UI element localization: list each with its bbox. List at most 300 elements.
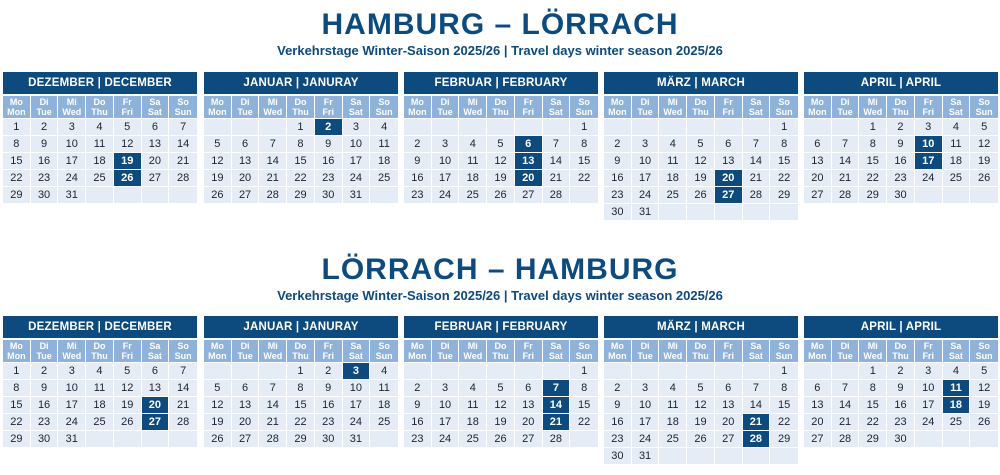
weekday-de: Di (39, 97, 49, 107)
weekday-header (58, 340, 86, 362)
weekday-header (859, 96, 887, 118)
empty-cell (943, 186, 971, 203)
day-cell: 19 (204, 169, 232, 186)
travel-day-cell: 17 (915, 152, 943, 169)
day-cell: 23 (604, 186, 632, 203)
weekday-header (770, 340, 798, 362)
day-cell: 16 (404, 413, 432, 430)
weekday-header (3, 96, 31, 118)
month-header: MÄRZ | MARCH (604, 316, 798, 338)
travel-day-cell: 19 (114, 152, 142, 169)
travel-day-cell: 3 (343, 362, 371, 379)
weekday-header (459, 340, 487, 362)
weekday-en: Tue (437, 351, 453, 361)
month-header: APRIL | APRIL (804, 316, 998, 338)
day-cell: 12 (970, 135, 998, 152)
day-cell: 24 (432, 186, 460, 203)
day-cell: 13 (232, 396, 260, 413)
day-cell: 14 (543, 152, 571, 169)
day-cell: 3 (343, 118, 371, 135)
weekday-header (114, 340, 142, 362)
day-cell: 10 (58, 379, 86, 396)
weekday-en: Mon (7, 107, 26, 117)
day-cell: 30 (315, 186, 343, 203)
weekday-de: So (978, 97, 990, 107)
weekday-header (832, 340, 860, 362)
empty-cell (543, 362, 571, 379)
weekday-header (887, 96, 915, 118)
day-cell: 30 (604, 203, 632, 220)
empty-cell (259, 118, 287, 135)
day-cell: 18 (943, 152, 971, 169)
weekday-en: Mon (208, 107, 227, 117)
empty-cell (142, 430, 170, 447)
empty-cell (543, 118, 571, 135)
day-cell: 2 (31, 118, 59, 135)
day-cell: 15 (287, 152, 315, 169)
weekday-header (915, 340, 943, 362)
empty-cell (743, 362, 771, 379)
day-cell: 5 (970, 118, 998, 135)
day-cell: 12 (204, 152, 232, 169)
day-cell: 9 (404, 396, 432, 413)
day-cell: 3 (632, 379, 660, 396)
day-cell: 22 (570, 169, 598, 186)
day-cell: 14 (743, 396, 771, 413)
day-cell: 25 (659, 430, 687, 447)
weekday-header (259, 340, 287, 362)
day-cell: 4 (459, 135, 487, 152)
empty-cell (404, 362, 432, 379)
weekday-en: Mon (608, 107, 627, 117)
weekday-en: Sat (147, 351, 162, 361)
empty-cell (570, 430, 598, 447)
weekday-de: Fr (523, 341, 533, 351)
day-cell: 26 (687, 186, 715, 203)
day-grid (3, 340, 197, 447)
weekday-de: Fr (723, 341, 733, 351)
day-cell: 16 (404, 169, 432, 186)
weekday-en: Thu (892, 107, 909, 117)
weekday-en: Sat (748, 107, 763, 117)
month-calendar (604, 72, 798, 220)
day-cell: 1 (3, 118, 31, 135)
weekday-en: Sat (548, 351, 563, 361)
day-cell: 3 (915, 362, 943, 379)
day-cell: 30 (31, 430, 59, 447)
weekday-header (632, 96, 660, 118)
day-cell: 29 (859, 186, 887, 203)
day-cell: 11 (86, 135, 114, 152)
day-cell: 6 (715, 379, 743, 396)
weekday-en: Thu (492, 351, 509, 361)
empty-cell (515, 118, 543, 135)
day-cell: 8 (570, 379, 598, 396)
empty-cell (715, 203, 743, 220)
weekday-en: Thu (292, 351, 309, 361)
weekday-header (659, 340, 687, 362)
weekday-en: Sun (975, 107, 993, 117)
travel-day-cell: 14 (543, 396, 571, 413)
day-cell: 3 (915, 118, 943, 135)
weekday-header (287, 96, 315, 118)
empty-cell (404, 118, 432, 135)
day-cell: 25 (459, 430, 487, 447)
day-cell: 29 (859, 430, 887, 447)
weekday-de: Fr (923, 341, 933, 351)
weekday-de: Fr (122, 97, 132, 107)
empty-cell (459, 362, 487, 379)
weekday-de: Sa (350, 97, 362, 107)
day-cell: 10 (432, 152, 460, 169)
day-cell: 11 (943, 135, 971, 152)
day-cell: 1 (770, 118, 798, 135)
weekday-en: Thu (692, 107, 709, 117)
weekday-en: Sun (975, 351, 993, 361)
weekday-header (543, 340, 571, 362)
empty-cell (804, 118, 832, 135)
month-header: MÄRZ | MARCH (604, 72, 798, 94)
day-cell: 17 (58, 396, 86, 413)
weekday-en: Tue (837, 107, 853, 117)
weekday-header (86, 340, 114, 362)
day-cell: 27 (715, 430, 743, 447)
day-grid (804, 96, 998, 203)
weekday-header (343, 340, 371, 362)
day-cell: 19 (114, 396, 142, 413)
day-grid (204, 340, 398, 447)
day-cell: 18 (459, 413, 487, 430)
day-cell: 27 (804, 186, 832, 203)
weekday-en: Fri (322, 351, 334, 361)
empty-cell (487, 118, 515, 135)
weekday-de: Di (840, 97, 850, 107)
day-cell: 4 (459, 379, 487, 396)
weekday-de: So (578, 341, 590, 351)
weekday-header (770, 96, 798, 118)
weekday-header (943, 96, 971, 118)
day-cell: 6 (804, 379, 832, 396)
day-cell: 11 (86, 379, 114, 396)
day-cell: 7 (169, 118, 197, 135)
travel-day-cell: 11 (943, 379, 971, 396)
weekday-header (970, 340, 998, 362)
day-cell: 19 (204, 413, 232, 430)
empty-cell (743, 118, 771, 135)
weekday-header (232, 96, 260, 118)
day-cell: 7 (169, 362, 197, 379)
day-cell: 20 (804, 169, 832, 186)
day-cell: 13 (142, 379, 170, 396)
weekday-de: So (177, 341, 189, 351)
weekday-en: Sun (375, 107, 393, 117)
day-cell: 9 (404, 152, 432, 169)
empty-cell (687, 362, 715, 379)
empty-cell (715, 118, 743, 135)
day-cell: 9 (315, 135, 343, 152)
section-title: HAMBURG – LÖRRACH (321, 8, 679, 41)
day-cell: 18 (459, 169, 487, 186)
empty-cell (604, 118, 632, 135)
day-cell: 25 (659, 186, 687, 203)
weekday-de: Mi (66, 341, 77, 351)
travel-day-cell: 27 (715, 186, 743, 203)
day-cell: 29 (770, 430, 798, 447)
day-cell: 10 (58, 135, 86, 152)
travel-day-cell: 27 (142, 413, 170, 430)
travel-day-cell: 7 (543, 379, 571, 396)
day-cell: 18 (86, 396, 114, 413)
weekday-de: Do (894, 97, 907, 107)
weekday-en: Sat (348, 107, 363, 117)
weekday-de: Mo (610, 97, 624, 107)
empty-cell (832, 362, 860, 379)
empty-cell (86, 186, 114, 203)
day-cell: 8 (859, 135, 887, 152)
day-cell: 1 (859, 118, 887, 135)
day-cell: 21 (169, 396, 197, 413)
day-cell: 31 (343, 186, 371, 203)
weekday-en: Sat (948, 107, 963, 117)
day-cell: 17 (915, 396, 943, 413)
weekday-de: Fr (323, 97, 333, 107)
day-cell: 6 (142, 118, 170, 135)
weekday-de: Sa (750, 97, 762, 107)
day-cell: 18 (659, 413, 687, 430)
weekday-de: Fr (122, 341, 132, 351)
empty-cell (204, 118, 232, 135)
weekday-en: Wed (663, 351, 683, 361)
weekday-en: Sat (748, 351, 763, 361)
weekday-de: Do (93, 97, 106, 107)
day-cell: 1 (287, 118, 315, 135)
day-cell: 23 (887, 413, 915, 430)
day-cell: 8 (770, 135, 798, 152)
day-cell: 17 (343, 152, 371, 169)
weekday-header (142, 340, 170, 362)
weekday-en: Mon (208, 351, 227, 361)
day-cell: 29 (287, 186, 315, 203)
weekday-de: Mo (210, 341, 224, 351)
day-cell: 24 (915, 169, 943, 186)
weekday-de: Sa (550, 97, 562, 107)
weekday-en: Thu (292, 107, 309, 117)
day-cell: 15 (770, 396, 798, 413)
weekday-header (743, 340, 771, 362)
day-cell: 7 (743, 379, 771, 396)
day-cell: 8 (859, 379, 887, 396)
day-cell: 23 (404, 430, 432, 447)
weekday-header (832, 96, 860, 118)
day-grid (204, 96, 398, 203)
day-cell: 4 (659, 379, 687, 396)
weekday-de: Mo (9, 341, 23, 351)
weekday-header (169, 340, 197, 362)
day-cell: 15 (287, 396, 315, 413)
weekday-de: So (778, 341, 790, 351)
weekday-header (687, 96, 715, 118)
empty-cell (832, 118, 860, 135)
day-cell: 27 (515, 186, 543, 203)
weekday-en: Thu (492, 107, 509, 117)
day-cell: 12 (114, 135, 142, 152)
weekday-en: Thu (692, 351, 709, 361)
day-cell: 2 (604, 135, 632, 152)
day-cell: 26 (970, 413, 998, 430)
section-subtitle: Verkehrstage Winter-Saison 2025/26 | Travel days winter season 2025/26 (277, 288, 723, 303)
month-header: DEZEMBER | DECEMBER (3, 72, 197, 94)
weekday-de: Do (894, 341, 907, 351)
day-cell: 11 (659, 396, 687, 413)
day-cell: 5 (487, 135, 515, 152)
day-cell: 24 (58, 169, 86, 186)
travel-day-cell: 20 (715, 169, 743, 186)
day-cell: 25 (86, 169, 114, 186)
weekday-en: Sun (575, 107, 593, 117)
weekday-de: Mi (267, 97, 278, 107)
weekday-de: Do (694, 97, 707, 107)
weekday-header (315, 340, 343, 362)
weekday-en: Mon (608, 351, 627, 361)
day-cell: 1 (570, 118, 598, 135)
day-cell: 18 (659, 169, 687, 186)
weekday-en: Fri (322, 107, 334, 117)
empty-cell (632, 118, 660, 135)
day-cell: 22 (859, 413, 887, 430)
weekday-de: Fr (723, 97, 733, 107)
weekday-de: Sa (950, 97, 962, 107)
empty-cell (432, 118, 460, 135)
day-cell: 29 (3, 186, 31, 203)
weekday-en: Sat (548, 107, 563, 117)
empty-cell (515, 362, 543, 379)
day-cell: 31 (632, 203, 660, 220)
empty-cell (169, 186, 197, 203)
day-cell: 21 (743, 169, 771, 186)
day-cell: 11 (459, 396, 487, 413)
month-header: JANUAR | JANURAY (204, 316, 398, 338)
empty-cell (770, 203, 798, 220)
day-cell: 11 (370, 135, 398, 152)
day-cell: 18 (370, 396, 398, 413)
day-cell: 7 (259, 379, 287, 396)
empty-cell (370, 186, 398, 203)
weekday-en: Tue (36, 107, 52, 117)
day-cell: 9 (887, 135, 915, 152)
weekday-header (804, 340, 832, 362)
section-loerrach-hamburg (0, 255, 1000, 304)
day-cell: 2 (31, 362, 59, 379)
weekday-en: Fri (922, 107, 934, 117)
day-cell: 17 (58, 152, 86, 169)
day-cell: 22 (770, 413, 798, 430)
weekday-header (604, 96, 632, 118)
weekday-de: Di (840, 341, 850, 351)
empty-cell (142, 186, 170, 203)
weekday-de: Mi (66, 97, 77, 107)
day-cell: 20 (715, 413, 743, 430)
empty-cell (715, 447, 743, 464)
weekday-en: Fri (922, 351, 934, 361)
weekday-en: Fri (722, 351, 734, 361)
weekday-header (315, 96, 343, 118)
day-cell: 30 (31, 186, 59, 203)
travel-day-cell: 18 (943, 396, 971, 413)
day-cell: 8 (570, 135, 598, 152)
day-cell: 30 (604, 447, 632, 464)
weekday-en: Tue (837, 351, 853, 361)
day-cell: 19 (970, 396, 998, 413)
empty-cell (604, 362, 632, 379)
day-cell: 5 (487, 379, 515, 396)
weekday-en: Fri (121, 351, 133, 361)
day-cell: 13 (715, 396, 743, 413)
travel-day-cell: 13 (515, 152, 543, 169)
day-cell: 10 (343, 379, 371, 396)
day-cell: 4 (943, 118, 971, 135)
weekday-de: Mo (810, 341, 824, 351)
day-cell: 23 (31, 169, 59, 186)
day-cell: 3 (632, 135, 660, 152)
weekday-de: Di (240, 341, 250, 351)
weekday-header (370, 96, 398, 118)
day-cell: 19 (487, 413, 515, 430)
day-cell: 17 (632, 169, 660, 186)
weekday-header (859, 340, 887, 362)
day-cell: 28 (259, 186, 287, 203)
weekday-header (114, 96, 142, 118)
day-cell: 15 (859, 396, 887, 413)
weekday-en: Thu (91, 107, 108, 117)
empty-cell (259, 362, 287, 379)
day-cell: 5 (970, 362, 998, 379)
day-cell: 23 (31, 413, 59, 430)
day-cell: 15 (570, 152, 598, 169)
day-cell: 9 (604, 152, 632, 169)
day-cell: 8 (287, 135, 315, 152)
weekday-en: Wed (263, 351, 283, 361)
day-cell: 10 (432, 396, 460, 413)
weekday-en: Wed (263, 107, 283, 117)
weekday-en: Tue (637, 351, 653, 361)
day-cell: 25 (370, 169, 398, 186)
day-cell: 24 (632, 430, 660, 447)
day-grid (404, 340, 598, 447)
weekday-de: Mi (467, 97, 478, 107)
day-cell: 1 (770, 362, 798, 379)
day-cell: 5 (114, 118, 142, 135)
day-cell: 20 (804, 413, 832, 430)
month-header: FEBRUAR | FEBRUARY (404, 316, 598, 338)
day-cell: 6 (232, 135, 260, 152)
weekday-en: Tue (237, 107, 253, 117)
weekday-de: Sa (149, 341, 161, 351)
weekday-de: So (378, 341, 390, 351)
empty-cell (715, 362, 743, 379)
day-cell: 14 (259, 152, 287, 169)
weekday-de: So (978, 341, 990, 351)
month-calendar (804, 316, 998, 447)
empty-cell (114, 186, 142, 203)
weekday-en: Wed (463, 107, 483, 117)
empty-cell (970, 430, 998, 447)
day-cell: 2 (404, 379, 432, 396)
day-cell: 15 (3, 152, 31, 169)
weekday-en: Sat (147, 107, 162, 117)
weekday-en: Mon (408, 107, 427, 117)
day-cell: 1 (570, 362, 598, 379)
day-cell: 4 (86, 118, 114, 135)
